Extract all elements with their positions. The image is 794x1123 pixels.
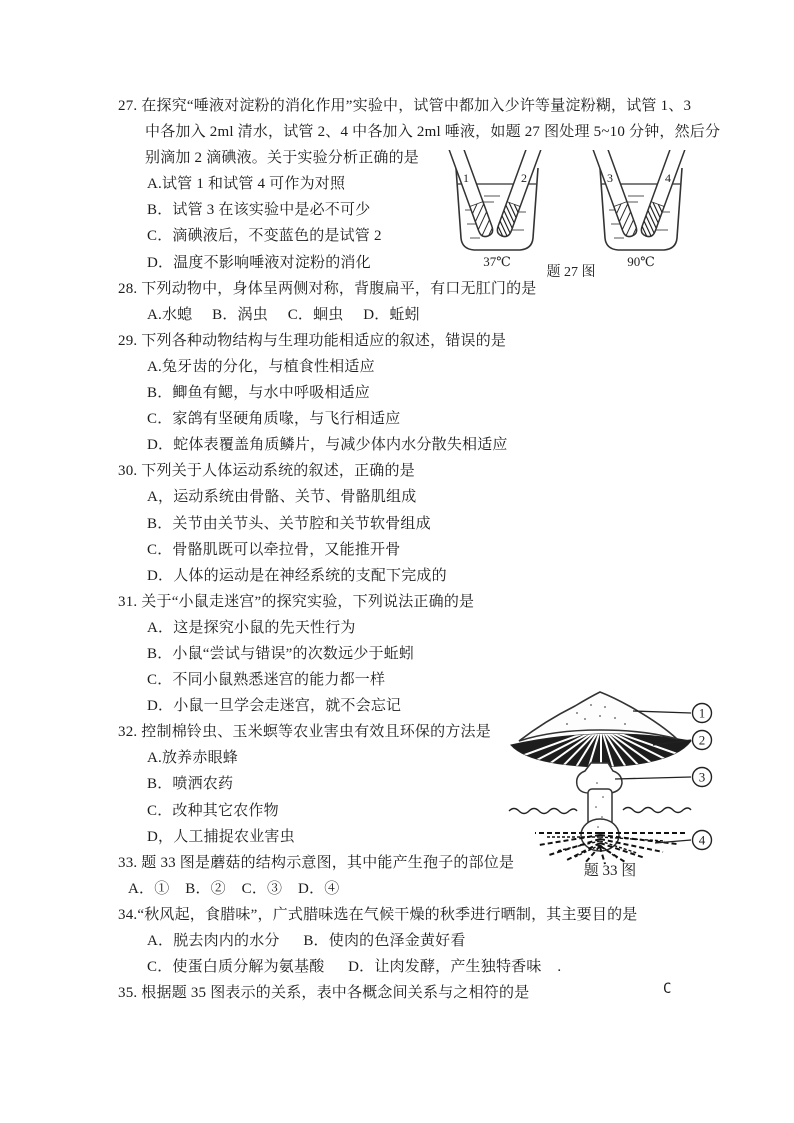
question-30-text: 30. 下列关于人体运动系统的叙述，正确的是 — [118, 463, 415, 480]
figure-33-caption: 题 33 图 — [583, 863, 637, 879]
question-31-option-a: A．这是探究小鼠的先天性行为 — [147, 619, 356, 636]
figure-27-test-tubes — [446, 150, 706, 278]
question-34-text: 34.“秋风起，食腊味”，广式腊味选在气候干燥的秋季进行晒制，其主要目的是 — [118, 906, 638, 923]
question-34-options-cd: C．使蛋白质分解为氨基酸 D．让肉发酵，产生独特香味 . — [147, 959, 562, 976]
question-27-option-b: B．试管 3 在该实验中是必不可少 — [147, 202, 371, 219]
question-28-text: 28. 下列动物中，身体呈两侧对称，背腹扁平，有口无肛门的是 — [118, 280, 537, 297]
question-27-option-d: D．温度不影响唾液对淀粉的消化 — [147, 254, 371, 271]
label-2: 2 — [698, 732, 706, 748]
tube-label-4: 4 — [665, 171, 671, 185]
figure-33-labels — [693, 704, 712, 850]
handwritten-answer-mark: C — [663, 981, 672, 997]
question-27-option-c: C．滴碘液后，不变蓝色的是试管 2 — [147, 228, 382, 245]
label-4: 4 — [698, 832, 706, 848]
question-30-option-a: A，运动系统由骨骼、关节、骨骼肌组成 — [147, 489, 417, 506]
question-32-option-a: A.放养赤眼蜂 — [147, 750, 238, 767]
test-tube-4 — [639, 150, 686, 238]
question-30-option-b: B．关节由关节头、关节腔和关节软骨组成 — [147, 515, 431, 532]
question-32-option-b: B．喷洒农药 — [147, 776, 234, 793]
question-30-option-d: D．人体的运动是在神经系统的支配下完成的 — [147, 567, 447, 584]
question-31-option-b: B．小鼠“尝试与错误”的次数远少于蚯蚓 — [147, 645, 415, 662]
tube-label-1: 1 — [463, 171, 469, 185]
question-35-text: 35. 根据题 35 图表示的关系，表中各概念间关系与之相符的是 — [118, 985, 530, 1002]
question-29-option-b: B．鲫鱼有鳃，与水中呼吸相适应 — [147, 385, 371, 402]
question-31-option-d: D．小鼠一旦学会走迷宫，就不会忘记 — [147, 698, 402, 715]
question-28-options: A.水螅 B．涡虫 C．蛔虫 D．蚯蚓 — [147, 306, 420, 323]
question-34-options-ab: A．脱去肉内的水分 B．使肉的色泽金黄好看 — [147, 933, 466, 949]
question-32-option-c: C．改种其它农作物 — [147, 802, 279, 819]
label-1: 1 — [698, 705, 706, 721]
test-tube-3 — [592, 150, 639, 238]
temperature-label-37: 37℃ — [483, 254, 511, 269]
question-32-option-d: D，人工捕捉农业害虫 — [147, 828, 295, 845]
beaker-37 — [448, 150, 542, 269]
test-tube-1 — [448, 150, 495, 238]
label-3: 3 — [698, 769, 706, 785]
question-27-text-2: 中各加入 2ml 清水，试管 2、4 中各加入 2ml 唾液，如题 27 图处理 5~10 分钟，然后分 — [145, 124, 721, 141]
figure-27-caption: 题 27 图 — [546, 265, 596, 278]
question-31-option-c: C．不同小鼠熟悉迷宫的能力都一样 — [147, 672, 386, 689]
beaker-90 — [592, 150, 686, 269]
question-33-text: 33. 题 33 图是蘑菇的结构示意图，其中能产生孢子的部位是 — [118, 854, 515, 871]
figure-33-mushroom — [505, 683, 730, 881]
tube-label-2: 2 — [521, 171, 527, 185]
question-27-text-1: 27. 在探究“唾液对淀粉的消化作用”实验中，试管中都加入少许等量淀粉糊，试管 1、3 — [118, 98, 692, 114]
question-27-text-3: 别滴加 2 滴碘液。关于实验分析正确的是 — [145, 150, 420, 167]
temperature-label-90: 90℃ — [627, 254, 655, 269]
question-29-option-c: C．家鸽有坚硬角质喙，与飞行相适应 — [147, 411, 401, 428]
question-29-option-a: A.兔牙齿的分化，与植食性相适应 — [147, 358, 375, 375]
question-27-option-a: A.试管 1 和试管 4 可作为对照 — [147, 176, 346, 193]
question-31-text: 31. 关于“小鼠走迷宫”的探究实验，下列说法正确的是 — [118, 593, 475, 610]
question-32-text: 32. 控制棉铃虫、玉米螟等农业害虫有效且环保的方法是 — [118, 724, 491, 741]
question-29-option-d: D．蛇体表覆盖角质鳞片，与减少体内水分散失相适应 — [147, 437, 508, 454]
question-33-options: A．① B．② C．③ D．④ — [128, 880, 340, 897]
question-30-option-c: C．骨骼肌既可以牵拉骨，又能推开骨 — [147, 541, 401, 558]
test-tube-2 — [495, 150, 542, 238]
tube-label-3: 3 — [607, 171, 613, 185]
question-29-text: 29. 下列各种动物结构与生理功能相适应的叙述，错误的是 — [118, 332, 507, 349]
